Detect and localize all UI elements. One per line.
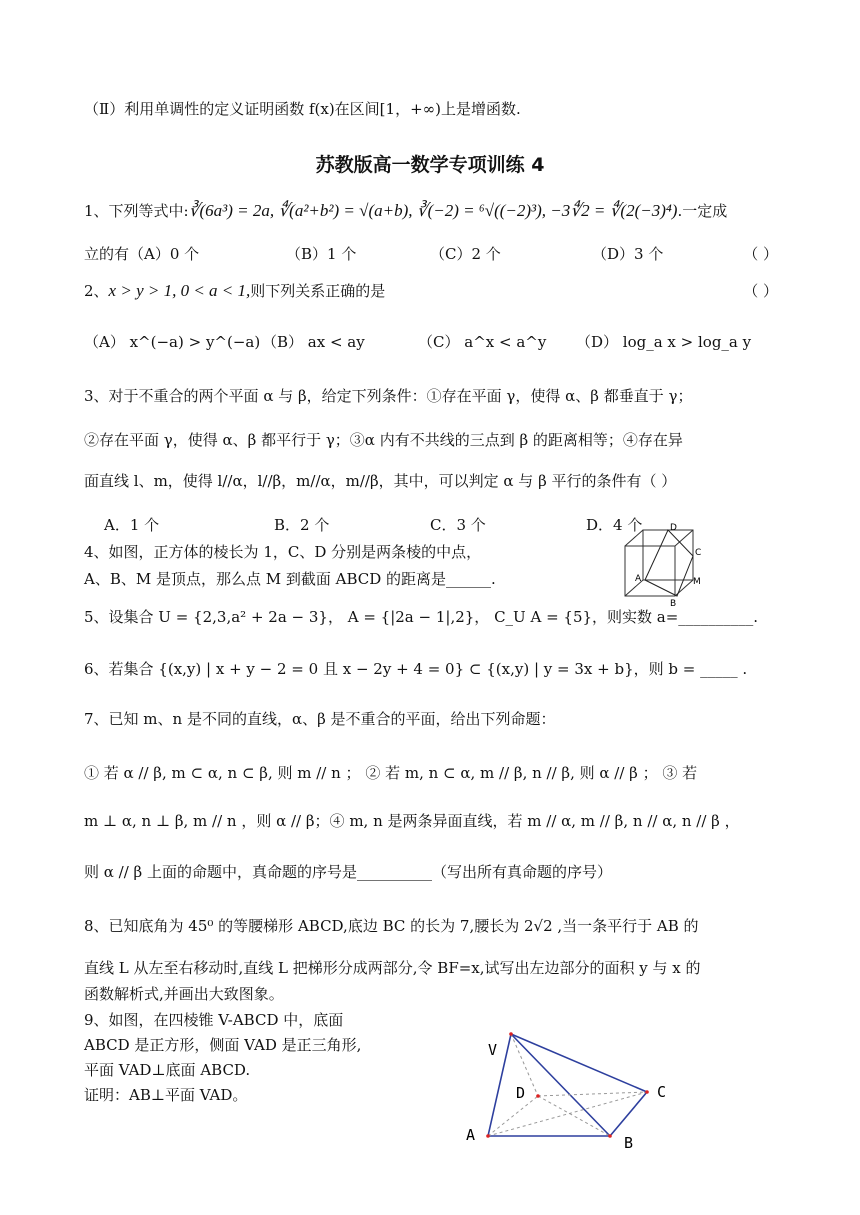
q4-line1: 4、如图，正方体的棱长为 1，C、D 分别是两条棱的中点，	[84, 543, 482, 561]
q1-lead: 1、下列等式中:	[84, 202, 189, 220]
q1-line2-text: 立的有	[84, 245, 130, 263]
q1-option-b: （B）1 个	[286, 245, 357, 263]
q7-line4: 则 α // β 上面的命题中，真命题的序号是__________（写出所有真命题的序号）	[84, 863, 612, 881]
q2-answer-paren: （ ）	[743, 282, 778, 300]
cube-label-b: B	[670, 599, 677, 606]
pyramid-figure	[460, 1028, 680, 1158]
q2-option-b: （B） ax < ay	[262, 333, 365, 351]
cube-figure	[615, 518, 715, 606]
q3-line1: 3、对于不重合的两个平面 α 与 β，给定下列条件：①存在平面 γ，使得 α、β 都垂直于 γ；	[84, 387, 693, 405]
q7-line1: 7、已知 m、n 是不同的直线，α、β 是不重合的平面，给出下列命题：	[84, 710, 556, 728]
q5-line: 5、设集合 U = {2,3,a² + 2a − 3}， A = {|2a − 1|,2}， C_U A = {5}，则实数 a=__________.	[84, 608, 759, 626]
cube-label-a: A	[635, 574, 642, 584]
cube-label-m: M	[693, 577, 701, 587]
q7-line3: m ⊥ α, n ⊥ β, m // n ，则 α // β；④ m, n 是两条异面直线，若 m // α, m // β, n // α, n // β ，	[84, 812, 740, 830]
q8-line2: 直线 L 从左至右移动时,直线 L 把梯形分成两部分,令 BF=x,试写出左边部分的面积 y 与 x 的	[84, 959, 701, 977]
page-title: 苏教版高一数学专项训练 4	[315, 154, 545, 176]
pyramid-label-c: C	[657, 1083, 667, 1101]
q2-line1	[84, 280, 385, 302]
q9-line1: 9、如图，在四棱锥 V-ABCD 中，底面	[84, 1011, 344, 1029]
q9-line2: ABCD 是正方形，侧面 VAD 是正三角形,	[84, 1036, 362, 1054]
q2-formula: x > y > 1, 0 < a < 1,	[108, 281, 251, 300]
q6-line: 6、若集合 {(x,y) | x + y − 2 = 0 且 x − 2y + 4 = 0} ⊂ {(x,y) | y = 3x + b}，则 b = _____ .	[84, 660, 748, 678]
q1-option-d: （D）3 个	[592, 245, 664, 263]
q3-line3: 面直线 l、m，使得 l//α，l//β，m//α，m//β，其中，可以判定 α 与 β 平行的条件有（ ）	[84, 472, 677, 490]
q3-option-d: D．4 个	[586, 516, 643, 534]
q2-option-d: （D） log_a x > log_a y	[576, 333, 752, 351]
q1-option-a: （A）0 个	[129, 245, 200, 263]
q3-line2: ②存在平面 γ，使得 α、β 都平行于 γ；③α 内有不共线的三点到 β 的距离相等；④存在异	[84, 431, 683, 449]
q7-line2: ① 若 α // β, m ⊂ α, n ⊂ β, 则 m // n ； ② 若 m, n ⊂ α, m // β, n // β, 则 α // β ； ③ 若	[84, 764, 698, 782]
q4-line2: A、B、M 是顶点，那么点 M 到截面 ABCD 的距离是______.	[84, 570, 496, 588]
q1-answer-paren: （ ）	[743, 245, 778, 263]
pyramid-label-a: A	[466, 1126, 476, 1144]
q1-tail: .一定成	[677, 202, 728, 220]
q2-option-a: （A） x^(−a) > y^(−a)	[84, 333, 261, 351]
q1-line2	[84, 243, 199, 265]
q2-tail: 则下列关系正确的是	[250, 282, 386, 300]
q9-line3: 平面 VAD⊥底面 ABCD.	[84, 1061, 251, 1079]
q3-option-b: B．2 个	[274, 516, 330, 534]
pyramid-label-d: D	[516, 1084, 526, 1102]
previous-problem-part-2: （Ⅱ）利用单调性的定义证明函数 f(x)在区间[1，+∞)上是增函数.	[84, 100, 521, 118]
cube-label-c: C	[695, 548, 702, 558]
pyramid-label-b: B	[624, 1134, 634, 1152]
q3-option-c: C．3 个	[430, 516, 486, 534]
q1-formula: ∛(6a³) = 2a, ∜(a²+b²) = √(a+b), ∛(−2) = ⁶√((−2)³), −3∜2 = ∜(2(−3)⁴)	[188, 201, 678, 220]
q3-option-a: A．1 个	[104, 516, 160, 534]
q1-option-c: （C）2 个	[430, 245, 501, 263]
q8-line3: 函数解析式,并画出大致图象。	[84, 985, 284, 1003]
q1-line1	[84, 200, 727, 222]
q9-line4: 证明：AB⊥平面 VAD。	[84, 1086, 248, 1104]
cube-label-d: D	[670, 523, 677, 533]
q2-option-c: （C） a^x < a^y	[418, 333, 547, 351]
q8-line1: 8、已知底角为 45⁰ 的等腰梯形 ABCD,底边 BC 的长为 7,腰长为 2√2 ,当一条平行于 AB 的	[84, 917, 699, 935]
pyramid-label-v: V	[488, 1041, 498, 1059]
q2-lead: 2、	[84, 282, 109, 300]
